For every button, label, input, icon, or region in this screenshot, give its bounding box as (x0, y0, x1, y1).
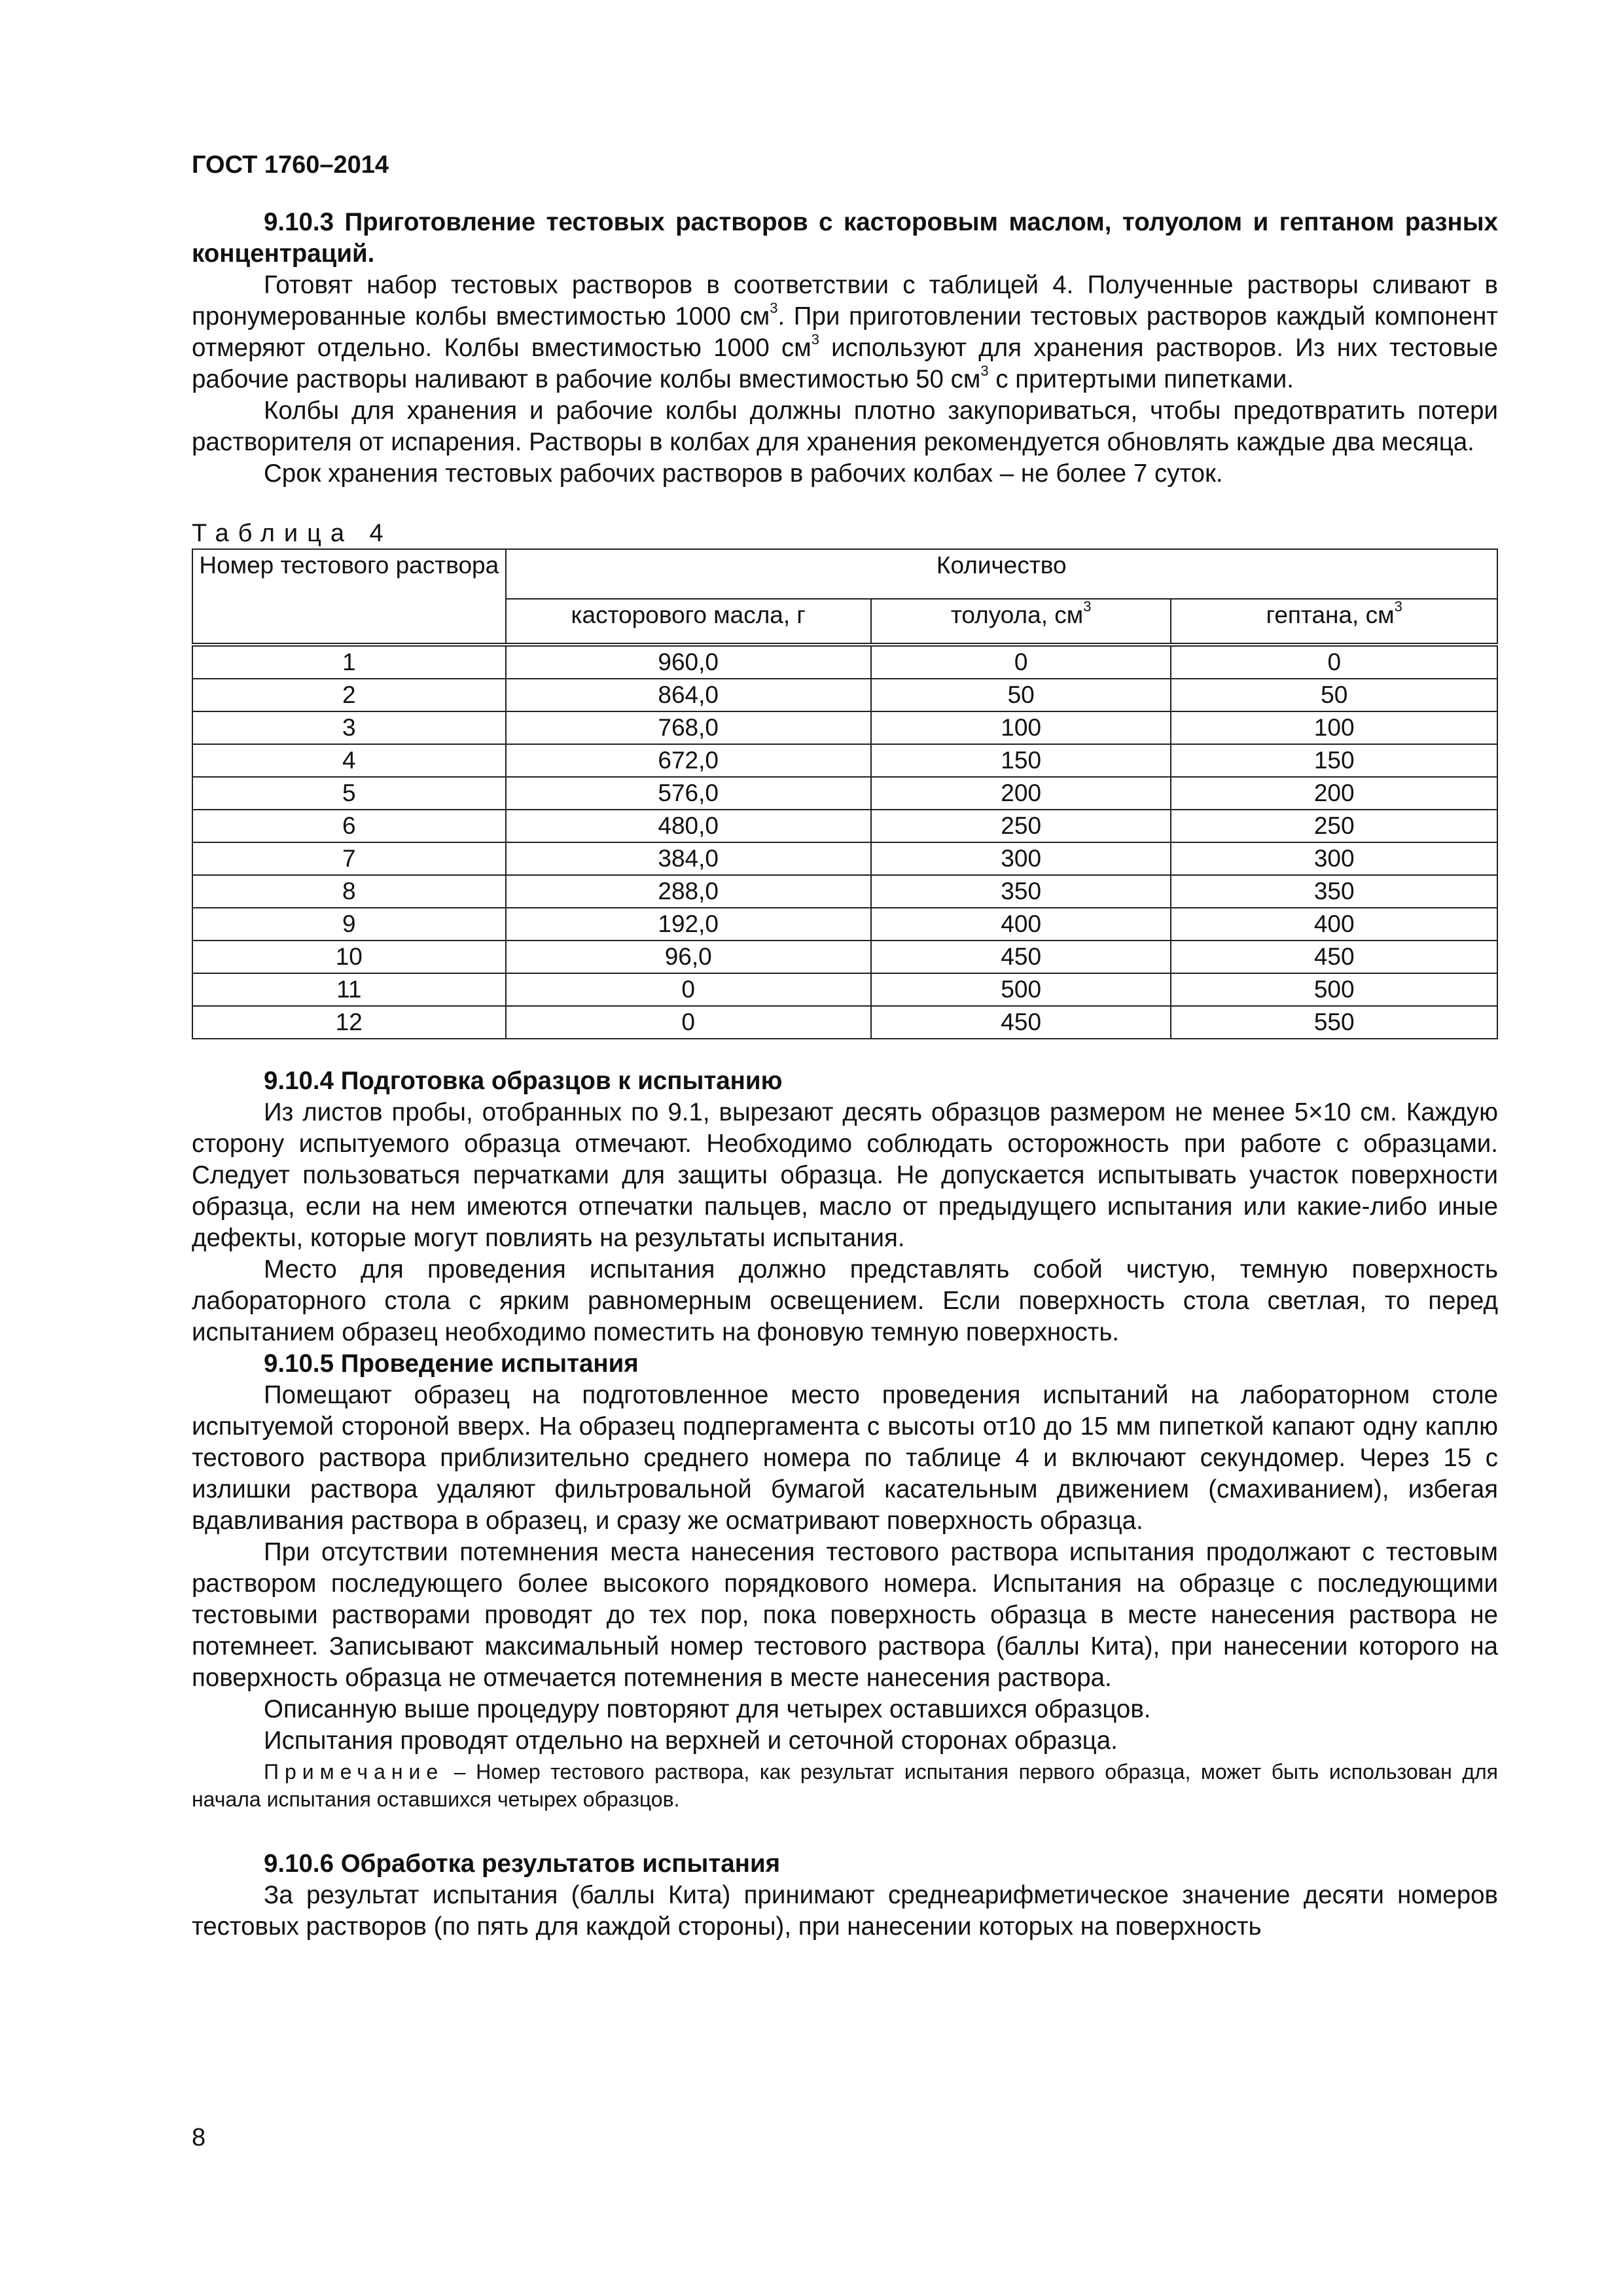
table-row (192, 875, 1497, 908)
table-cell: 8 (192, 875, 506, 908)
table-cell: 5 (192, 777, 506, 810)
table-cell: 100 (1171, 711, 1497, 744)
text-run: используют для хранения растворов. Из них тестовые рабочие растворы наливают в рабочие колбы вместимостью 50 см (192, 334, 1498, 393)
table-cell: 450 (871, 1006, 1171, 1039)
table-cell: 0 (506, 973, 871, 1006)
table-row (192, 645, 1497, 679)
table-cell: 50 (1171, 679, 1497, 711)
section-9-10-3-title: 9.10.3 Приготовление тестовых растворов с касторовым маслом, толуолом и гептаном разных концентраций. (192, 208, 1498, 268)
document-header: ГОСТ 1760–2014 (192, 151, 389, 179)
table-cell: 550 (1171, 1006, 1497, 1039)
table-cell: 384,0 (506, 842, 871, 875)
column-group-header-quantity: Количество (506, 549, 1497, 599)
note (192, 1758, 1498, 1813)
section-9-10-5-paragraph-2: При отсутствии потемнения места нанесения тестового раствора испытания продолжают с тестовым раствором последующего более высокого порядкового номера. Испытания на образце с последующими тестовыми растворами проводят до тех пор, пока поверхность образца в месте нанесения раствора не потемнеет. Записывают максимальный номер тестового раствора (баллы Кита), при нанесении которого на поверхность образца не отмечается потемнения в месте нанесения раствора. (192, 1538, 1498, 1692)
table-cell: 96,0 (506, 941, 871, 973)
column-header-castor-oil: касторового масла, г (506, 599, 871, 645)
table-cell: 450 (871, 941, 1171, 973)
table-row (192, 810, 1497, 842)
table-cell: 960,0 (506, 645, 871, 679)
table-cell: 1 (192, 645, 506, 679)
text-run: . При приготовлении тестовых растворов каждый компонент отмеряют отдельно. Колбы вместимостью 1000 см (192, 302, 1498, 362)
text-run: толуола, см (950, 601, 1084, 628)
page (192, 149, 1498, 1943)
superscript: 3 (1083, 598, 1092, 615)
table-cell: 400 (1171, 908, 1497, 941)
section-9-10-6-title: 9.10.6 Обработка результатов испытания (264, 1850, 781, 1878)
text-run: гептана, см (1266, 601, 1395, 628)
table-cell: 672,0 (506, 744, 871, 777)
table-cell: 3 (192, 711, 506, 744)
section-9-10-4-paragraph-2: Место для проведения испытания должно представлять собой чистую, темную поверхность лабораторного стола с ярким равномерным освещением. Если поверхность стола светлая, то перед испытанием образец необходимо поместить на фоновую темную поверхность. (192, 1255, 1498, 1346)
table-cell: 400 (871, 908, 1171, 941)
table-cell: 350 (871, 875, 1171, 908)
table-cell: 12 (192, 1006, 506, 1039)
table-row (192, 941, 1497, 973)
table-cell: 500 (1171, 973, 1497, 1006)
table-cell: 50 (871, 679, 1171, 711)
table-cell: 480,0 (506, 810, 871, 842)
section-9-10-3-paragraph-2: Колбы для хранения и рабочие колбы должны плотно закупориваться, чтобы предотвратить потери растворителя от испарения. Растворы в колбах для хранения рекомендуется обновлять каждые два месяца. (192, 397, 1498, 456)
table-cell: 250 (1171, 810, 1497, 842)
table-row (192, 1006, 1497, 1039)
section-9-10-5-paragraph-3: Описанную выше процедуру повторяют для четырех оставшихся образцов. (264, 1695, 1151, 1723)
table-cell: 200 (871, 777, 1171, 810)
table-cell: 9 (192, 908, 506, 941)
table-4 (192, 548, 1498, 1039)
table-cell: 200 (1171, 777, 1497, 810)
table-cell: 250 (871, 810, 1171, 842)
table-caption: Таблица 4 (192, 520, 393, 547)
table-cell: 864,0 (506, 679, 871, 711)
superscript: 3 (1394, 598, 1402, 615)
text-run: с притертыми пипетками. (988, 365, 1294, 393)
table-cell: 0 (871, 645, 1171, 679)
table-cell: 288,0 (506, 875, 871, 908)
column-header-number: Номер тестового раствора (192, 549, 506, 645)
section-9-10-5-paragraph-4: Испытания проводят отдельно на верхней и сеточной сторонах образца. (264, 1727, 1118, 1755)
table-row (192, 842, 1497, 875)
table-cell: 0 (1171, 645, 1497, 679)
section-9-10-4-title: 9.10.4 Подготовка образцов к испытанию (264, 1067, 783, 1095)
table-cell: 300 (871, 842, 1171, 875)
table-cell: 150 (871, 744, 1171, 777)
page-number: 8 (192, 2124, 206, 2151)
note-text: – Номер тестового раствора, как результат испытания первого образца, может быть использован для начала испытания оставшихся четырех образцов. (192, 1760, 1498, 1811)
table-cell: 768,0 (506, 711, 871, 744)
table-cell: 0 (506, 1006, 871, 1039)
superscript: 3 (770, 300, 778, 316)
section-9-10-5-title: 9.10.5 Проведение испытания (264, 1350, 639, 1378)
section-9-10-4-paragraph-1: Из листов пробы, отобранных по 9.1, вырезают десять образцов размером не менее 5×10 см. Каждую сторону испытуемого образца отмечают. Необходимо соблюдать осторожность при работе с образцами. Следует пользоваться перчатками для защиты образца. Не допускается испытывать участок поверхности образца, если на нем имеются отпечатки пальцев, масло от предыдущего испытания или какие-либо иные дефекты, которые могут повлиять на результаты испытания. (192, 1098, 1498, 1252)
column-header-toluene (871, 599, 1171, 645)
table-cell: 2 (192, 679, 506, 711)
section-9-10-5-paragraph-1: Помещают образец на подготовленное место проведения испытаний на лабораторном столе испытуемой стороной вверх. На образец подпергамента с высоты от10 до 15 мм пипеткой капают одну каплю тестового раствора приблизительно среднего номера по таблице 4 и включают секундомер. Через 15 с излишки раствора удаляют фильтровальной бумагой касательным движением (смахиванием), избегая вдавливания раствора в образец, и сразу же осматривают поверхность образца. (192, 1381, 1498, 1535)
table-row (192, 744, 1497, 777)
table-row (192, 777, 1497, 810)
table-cell: 300 (1171, 842, 1497, 875)
table-cell: 11 (192, 973, 506, 1006)
table-cell: 192,0 (506, 908, 871, 941)
note-label: Примечание (264, 1760, 444, 1784)
table-cell: 7 (192, 842, 506, 875)
table-cell: 450 (1171, 941, 1497, 973)
table-cell: 500 (871, 973, 1171, 1006)
section-9-10-3-paragraph-1 (192, 270, 1498, 395)
table-cell: 4 (192, 744, 506, 777)
table-cell: 10 (192, 941, 506, 973)
table-cell: 576,0 (506, 777, 871, 810)
section-9-10-6-paragraph-1: За результат испытания (баллы Кита) принимают среднеарифметическое значение десяти номеров тестовых растворов (по пять для каждой стороны), при нанесении которых на поверхность (192, 1881, 1498, 1941)
superscript: 3 (980, 363, 989, 379)
table-row (192, 908, 1497, 941)
table-row (192, 711, 1497, 744)
table-row (192, 679, 1497, 711)
table-cell: 100 (871, 711, 1171, 744)
table-cell: 350 (1171, 875, 1497, 908)
text-run: Готовят набор тестовых растворов в соответствии с таблицей 4. Полученные растворы сливают в пронумерованные колбы вместимостью 1000 см (192, 271, 1498, 331)
superscript: 3 (811, 331, 819, 348)
table-cell: 6 (192, 810, 506, 842)
table-cell: 150 (1171, 744, 1497, 777)
table-row (192, 973, 1497, 1006)
column-header-heptane (1171, 599, 1497, 645)
section-9-10-3-paragraph-3: Срок хранения тестовых рабочих растворов в рабочих колбах – не более 7 суток. (264, 459, 1223, 488)
